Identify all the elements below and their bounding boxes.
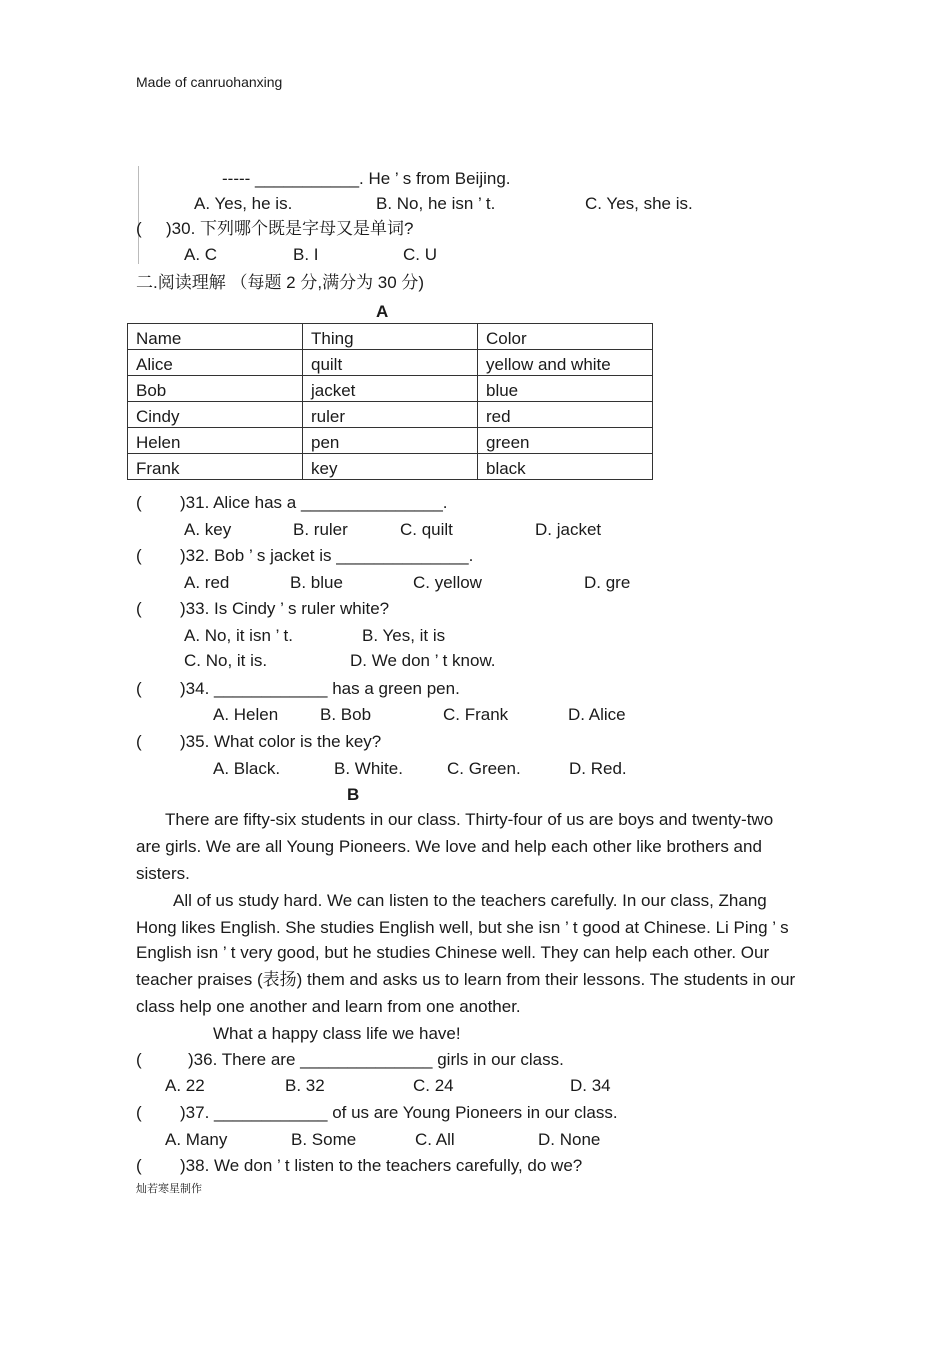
table-cell: green xyxy=(478,428,653,454)
passage-b-line: teacher praises (表扬) them and asks us to learn from their lessons. The students in our xyxy=(136,970,796,989)
q30-option-b: B. I xyxy=(293,245,319,264)
q35-option-d: D. Red. xyxy=(569,759,627,778)
table-row xyxy=(128,376,653,402)
table-cell: ruler xyxy=(303,402,478,428)
q32-option-a: A. red xyxy=(184,573,230,592)
table-row xyxy=(128,428,653,454)
table-cell: black xyxy=(478,454,653,480)
q33-paren: ( xyxy=(136,599,142,618)
table-cell: yellow and white xyxy=(478,350,653,376)
table-header: Name xyxy=(128,324,303,350)
items-table xyxy=(127,323,653,480)
table-cell: Cindy xyxy=(128,402,303,428)
q36-paren: ( xyxy=(136,1050,142,1069)
table-cell: blue xyxy=(478,376,653,402)
passage-b-line: English isn ’ t very good, but he studies Chinese well. They can help each other. Our xyxy=(136,943,770,962)
q32-option-c: C. yellow xyxy=(413,573,482,592)
passage-b-line: What a happy class life we have! xyxy=(213,1024,461,1043)
table-cell: Helen xyxy=(128,428,303,454)
q38-paren: ( xyxy=(136,1156,142,1175)
table-cell: red xyxy=(478,402,653,428)
table-header: Color xyxy=(478,324,653,350)
margin-line xyxy=(138,166,139,264)
q34-option-b: B. Bob xyxy=(320,705,372,724)
q35-stem: )35. What color is the key? xyxy=(180,732,382,751)
passage-b-line: There are fifty-six students in our class. Thirty-four of us are boys and twenty-two xyxy=(165,810,774,829)
q33-option-b: B. Yes, it is xyxy=(362,626,446,645)
q36-option-a: A. 22 xyxy=(165,1076,205,1095)
q36-stem: )36. There are ______________ girls in our class. xyxy=(188,1050,564,1069)
q37-option-a: A. Many xyxy=(165,1130,228,1149)
q37-option-c: C. All xyxy=(415,1130,455,1149)
q34-option-a: A. Helen xyxy=(213,705,279,724)
passage-b-line: class help one another and learn from one another. xyxy=(136,997,521,1016)
table-header: Thing xyxy=(303,324,478,350)
section-2-title: 二.阅读理解 （每题 2 分,满分为 30 分) xyxy=(136,273,425,292)
q36-option-d: D. 34 xyxy=(570,1076,611,1095)
q29-option-a: A. Yes, he is. xyxy=(194,194,293,213)
footer-maker: 灿若寒星制作 xyxy=(136,1182,202,1195)
q31-option-b: B. ruler xyxy=(293,520,348,539)
q31-option-a: A. key xyxy=(184,520,232,539)
q30-paren: ( xyxy=(136,219,142,238)
q34-option-d: D. Alice xyxy=(568,705,626,724)
table-row xyxy=(128,350,653,376)
q33-stem: )33. Is Cindy ’ s ruler white? xyxy=(180,599,390,618)
table-cell: Frank xyxy=(128,454,303,480)
q38-stem: )38. We don ’ t listen to the teachers carefully, do we? xyxy=(180,1156,583,1175)
q35-option-b: B. White. xyxy=(334,759,403,778)
q31-paren: ( xyxy=(136,493,142,512)
q36-option-c: C. 24 xyxy=(413,1076,454,1095)
q32-option-b: B. blue xyxy=(290,573,343,592)
q33-option-c: C. No, it is. xyxy=(184,651,268,670)
q31-stem: )31. Alice has a _______________. xyxy=(180,493,448,512)
q37-option-d: D. None xyxy=(538,1130,601,1149)
table-cell: jacket xyxy=(303,376,478,402)
table-cell: Alice xyxy=(128,350,303,376)
q29-option-c: C. Yes, she is. xyxy=(585,194,693,213)
q35-option-a: A. Black. xyxy=(213,759,281,778)
passage-b-line: Hong likes English. She studies English well, but she isn ’ t good at Chinese. Li Ping ’ s xyxy=(136,918,789,937)
q35-paren: ( xyxy=(136,732,142,751)
header-made-of: Made of canruohanxing xyxy=(136,74,283,90)
passage-b-label: B xyxy=(347,785,360,804)
q32-option-d: D. gre xyxy=(584,573,631,592)
q33-option-a: A. No, it isn ’ t. xyxy=(184,626,293,645)
table-cell: Bob xyxy=(128,376,303,402)
passage-b-line: sisters. xyxy=(136,864,190,883)
q35-option-c: C. Green. xyxy=(447,759,521,778)
q30-stem: )30. 下列哪个既是字母又是单词? xyxy=(166,219,414,238)
q37-paren: ( xyxy=(136,1103,142,1122)
table-header-row xyxy=(128,324,653,350)
q32-stem: )32. Bob ’ s jacket is ______________. xyxy=(180,546,474,565)
passage-b-line: All of us study hard. We can listen to the teachers carefully. In our class, Zhang xyxy=(173,891,767,910)
passage-b-line: are girls. We are all Young Pioneers. We love and help each other like brothers and xyxy=(136,837,762,856)
q30-option-a: A. C xyxy=(184,245,218,264)
table-cell: pen xyxy=(303,428,478,454)
q34-stem: )34. ____________ has a green pen. xyxy=(180,679,460,698)
table-cell: quilt xyxy=(303,350,478,376)
q37-stem: )37. ____________ of us are Young Pioneers in our class. xyxy=(180,1103,618,1122)
table-row xyxy=(128,454,653,480)
q37-option-b: B. Some xyxy=(291,1130,357,1149)
table-row xyxy=(128,402,653,428)
q36-option-b: B. 32 xyxy=(285,1076,325,1095)
q29-stem: ----- ___________. He ’ s from Beijing. xyxy=(222,169,511,188)
q33-option-d: D. We don ’ t know. xyxy=(350,651,496,670)
passage-a-label: A xyxy=(376,302,389,321)
q32-paren: ( xyxy=(136,546,142,565)
q29-option-b: B. No, he isn ’ t. xyxy=(376,194,496,213)
q31-option-d: D. jacket xyxy=(535,520,602,539)
q31-option-c: C. quilt xyxy=(400,520,453,539)
q34-paren: ( xyxy=(136,679,142,698)
q34-option-c: C. Frank xyxy=(443,705,509,724)
q30-option-c: C. U xyxy=(403,245,437,264)
table-cell: key xyxy=(303,454,478,480)
